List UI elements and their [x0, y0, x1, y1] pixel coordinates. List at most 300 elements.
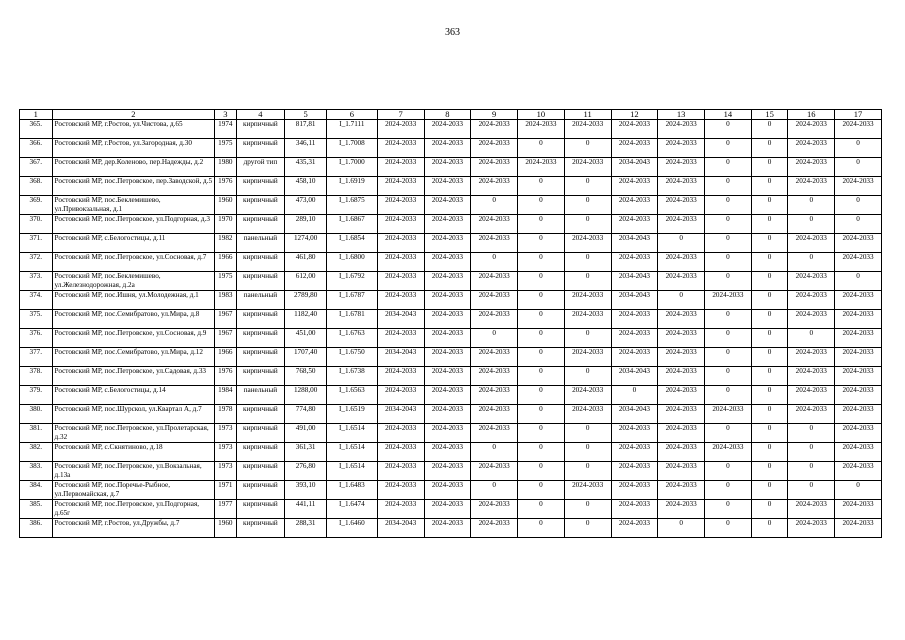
table-cell: 0 — [658, 291, 705, 310]
table-cell: 2024-2033 — [424, 120, 471, 139]
table-row — [20, 139, 882, 158]
table-cell: I_1.6787 — [326, 291, 377, 310]
table-cell: 2024-2033 — [658, 253, 705, 272]
table-row — [20, 519, 882, 538]
table-row — [20, 443, 882, 462]
table-cell: 0 — [705, 272, 752, 291]
table-cell: 2024-2033 — [471, 405, 518, 424]
table-cell: 0 — [835, 215, 882, 234]
table-cell: 2024-2033 — [424, 462, 471, 481]
table-cell: 2024-2033 — [424, 329, 471, 348]
table-cell: 2024-2033 — [564, 291, 611, 310]
table-cell: 2034-2043 — [377, 348, 424, 367]
table-cell: 0 — [751, 386, 788, 405]
table-cell: кирпичный — [236, 348, 285, 367]
column-header: 12 — [611, 110, 658, 120]
table-cell: 0 — [564, 139, 611, 158]
table-cell: 1975 — [215, 272, 236, 291]
table-cell: 817,81 — [285, 120, 327, 139]
table-cell: 2024-2033 — [835, 500, 882, 519]
table-cell: 386. — [20, 519, 53, 538]
table-cell: 0 — [564, 443, 611, 462]
table-cell: 0 — [751, 500, 788, 519]
table-cell: 0 — [658, 234, 705, 253]
table-cell: 0 — [835, 139, 882, 158]
table-cell: 2024-2033 — [564, 481, 611, 500]
table-cell: кирпичный — [236, 500, 285, 519]
table-cell: 0 — [751, 196, 788, 215]
table-cell: I_1.6750 — [326, 348, 377, 367]
table-cell: 0 — [518, 272, 565, 291]
table-cell: 2024-2033 — [658, 310, 705, 329]
table-cell: 0 — [471, 481, 518, 500]
table-cell: 346,11 — [285, 139, 327, 158]
table-cell: 0 — [518, 424, 565, 443]
table-cell: 2024-2033 — [611, 329, 658, 348]
table-cell: 2024-2033 — [471, 386, 518, 405]
table-body — [20, 120, 882, 538]
table-cell: 2024-2033 — [658, 272, 705, 291]
table-row — [20, 367, 882, 386]
table-cell: 2024-2033 — [424, 405, 471, 424]
table-cell: 0 — [705, 386, 752, 405]
table-cell: 2034-2043 — [377, 310, 424, 329]
table-cell: 0 — [518, 386, 565, 405]
table-cell: 2024-2033 — [377, 234, 424, 253]
table-cell: 2024-2033 — [377, 215, 424, 234]
table-cell: 2024-2033 — [788, 405, 835, 424]
table-cell: 0 — [705, 196, 752, 215]
table-cell: 2024-2033 — [377, 139, 424, 158]
table-cell: 2024-2033 — [424, 348, 471, 367]
table-cell: 2024-2033 — [788, 310, 835, 329]
table-cell: 1288,00 — [285, 386, 327, 405]
table-cell: 0 — [788, 329, 835, 348]
table-cell: 380. — [20, 405, 53, 424]
table-cell: 1978 — [215, 405, 236, 424]
table-cell: 374. — [20, 291, 53, 310]
table-cell: 368. — [20, 177, 53, 196]
table-cell: 0 — [518, 310, 565, 329]
table-cell: 441,11 — [285, 500, 327, 519]
table-cell: кирпичный — [236, 253, 285, 272]
column-header: 13 — [658, 110, 705, 120]
table-cell: 774,80 — [285, 405, 327, 424]
table-cell: 1976 — [215, 177, 236, 196]
table-cell: 0 — [471, 196, 518, 215]
table-cell: 371. — [20, 234, 53, 253]
table-row — [20, 329, 882, 348]
table-cell: 0 — [751, 272, 788, 291]
table-cell: 0 — [751, 481, 788, 500]
table-cell: 0 — [564, 329, 611, 348]
address-cell: Ростовский МР, пос.Петровское, ул.Вокзальная, д.13а — [52, 462, 215, 481]
table-row — [20, 291, 882, 310]
table-cell: 1975 — [215, 139, 236, 158]
table-cell: 2024-2033 — [788, 158, 835, 177]
table-cell: 0 — [705, 120, 752, 139]
table-cell: 0 — [471, 443, 518, 462]
table-cell: 2024-2033 — [788, 139, 835, 158]
table-cell: 0 — [751, 253, 788, 272]
table-cell: 2024-2033 — [611, 519, 658, 538]
table-cell: I_1.6854 — [326, 234, 377, 253]
table-cell: 435,31 — [285, 158, 327, 177]
table-cell: 1967 — [215, 329, 236, 348]
table-cell: 2024-2033 — [835, 120, 882, 139]
table-cell: 0 — [518, 405, 565, 424]
table-cell: I_1.6563 — [326, 386, 377, 405]
table-cell: 0 — [705, 329, 752, 348]
table-cell: 2024-2033 — [424, 386, 471, 405]
table-cell: 382. — [20, 443, 53, 462]
table-cell: панельный — [236, 291, 285, 310]
table-cell: I_1.7008 — [326, 139, 377, 158]
table-cell: 2024-2033 — [377, 253, 424, 272]
table-cell: 2024-2033 — [658, 348, 705, 367]
table-cell: 367. — [20, 158, 53, 177]
column-header: 5 — [285, 110, 327, 120]
table-cell: 2024-2033 — [471, 500, 518, 519]
table-cell: 0 — [471, 329, 518, 348]
table-cell: 0 — [518, 196, 565, 215]
table-cell: 2024-2033 — [471, 272, 518, 291]
table-cell: 2024-2033 — [658, 196, 705, 215]
table-cell: 2024-2033 — [611, 139, 658, 158]
table-cell: 2024-2033 — [788, 291, 835, 310]
table-cell: 0 — [564, 519, 611, 538]
table-cell: кирпичный — [236, 272, 285, 291]
table-row — [20, 234, 882, 253]
column-header: 4 — [236, 110, 285, 120]
table-cell: 2024-2033 — [424, 424, 471, 443]
table-cell: 0 — [611, 386, 658, 405]
table-cell: 2024-2033 — [471, 348, 518, 367]
table-cell: 1182,40 — [285, 310, 327, 329]
table-cell: 2024-2033 — [835, 367, 882, 386]
table-cell: 0 — [518, 177, 565, 196]
table-cell: 2024-2033 — [658, 367, 705, 386]
table-cell: 366. — [20, 139, 53, 158]
table-cell: 2024-2033 — [788, 120, 835, 139]
table-cell: 2024-2033 — [835, 177, 882, 196]
table-cell: 2024-2033 — [611, 348, 658, 367]
table-cell: 0 — [564, 500, 611, 519]
table-cell: 376. — [20, 329, 53, 348]
table-cell: I_1.6514 — [326, 424, 377, 443]
table-cell: I_1.6763 — [326, 329, 377, 348]
table-cell: 2024-2033 — [471, 367, 518, 386]
table-cell: I_1.7000 — [326, 158, 377, 177]
table-cell: 2024-2033 — [377, 329, 424, 348]
table-cell: 2024-2033 — [611, 481, 658, 500]
table-cell: 2024-2033 — [658, 462, 705, 481]
table-cell: 0 — [564, 215, 611, 234]
table-cell: 2024-2033 — [377, 196, 424, 215]
table-cell: 0 — [835, 481, 882, 500]
address-cell: Ростовский МР, пос.Шурскол, ул.Квартал А, д.7 — [52, 405, 215, 424]
table-cell: 2024-2033 — [377, 424, 424, 443]
table-cell: 2024-2033 — [611, 443, 658, 462]
table-cell: панельный — [236, 234, 285, 253]
table-cell: 2024-2033 — [835, 424, 882, 443]
table-cell: 375. — [20, 310, 53, 329]
table-cell: I_1.6781 — [326, 310, 377, 329]
table-row — [20, 196, 882, 215]
table-row — [20, 424, 882, 443]
table-cell: кирпичный — [236, 215, 285, 234]
table-cell: 2024-2033 — [471, 291, 518, 310]
table-cell: 0 — [751, 177, 788, 196]
address-cell: Ростовский МР, пос.Петровское, ул.Подгорная, д.65г — [52, 500, 215, 519]
table-cell: 276,80 — [285, 462, 327, 481]
table-row — [20, 158, 882, 177]
table-cell: 1970 — [215, 215, 236, 234]
address-cell: Ростовский МР, пос.Поречье-Рыбное, ул.Первомайская, д.7 — [52, 481, 215, 500]
address-cell: Ростовский МР, с.Скнятиново, д.18 — [52, 443, 215, 462]
table-cell: 0 — [705, 462, 752, 481]
table-cell: 0 — [518, 215, 565, 234]
table-cell: 2024-2033 — [377, 158, 424, 177]
address-cell: Ростовский МР, пос.Ишня, ул.Молодежная, д.1 — [52, 291, 215, 310]
table-cell: 372. — [20, 253, 53, 272]
table-cell: 2024-2033 — [471, 139, 518, 158]
table-cell: 1974 — [215, 120, 236, 139]
table-cell: 0 — [751, 329, 788, 348]
table-cell: 2034-2043 — [611, 291, 658, 310]
table-cell: 461,80 — [285, 253, 327, 272]
table-cell: 2024-2033 — [658, 424, 705, 443]
table-cell: 0 — [788, 481, 835, 500]
table-cell: 0 — [751, 139, 788, 158]
table-cell: 451,00 — [285, 329, 327, 348]
table-cell: 491,00 — [285, 424, 327, 443]
table-cell: 2024-2033 — [788, 234, 835, 253]
table-cell: 0 — [751, 348, 788, 367]
table-cell: 2024-2033 — [377, 272, 424, 291]
table-cell: 1976 — [215, 367, 236, 386]
table-cell: 0 — [518, 234, 565, 253]
table-cell: 473,00 — [285, 196, 327, 215]
table-cell: 2024-2033 — [788, 177, 835, 196]
table-cell: 2024-2033 — [658, 386, 705, 405]
table-cell: 1973 — [215, 462, 236, 481]
table-cell: 2024-2033 — [611, 253, 658, 272]
address-cell: Ростовский МР, с.Белогостицы, д.11 — [52, 234, 215, 253]
table-cell: 2024-2033 — [835, 386, 882, 405]
table-cell: 2024-2033 — [658, 158, 705, 177]
table-cell: 0 — [705, 424, 752, 443]
table-cell: 0 — [705, 139, 752, 158]
table-cell: 2024-2033 — [658, 329, 705, 348]
table-cell: 2024-2033 — [377, 367, 424, 386]
column-header: 9 — [471, 110, 518, 120]
column-header: 1 — [20, 110, 53, 120]
table-row — [20, 462, 882, 481]
table-cell: 2024-2033 — [658, 500, 705, 519]
table-cell: 0 — [751, 120, 788, 139]
table-cell: 2024-2033 — [424, 139, 471, 158]
table-cell: 0 — [518, 253, 565, 272]
table-cell: I_1.6792 — [326, 272, 377, 291]
table-row — [20, 120, 882, 139]
table-cell: 0 — [471, 253, 518, 272]
address-cell: Ростовский МР, пос.Беклемишево, ул.Привокзальная, д.1 — [52, 196, 215, 215]
table-cell: 0 — [751, 215, 788, 234]
table-cell: 0 — [518, 367, 565, 386]
table-cell: 2024-2033 — [564, 158, 611, 177]
table-cell: 2034-2043 — [611, 405, 658, 424]
table-cell: I_1.6867 — [326, 215, 377, 234]
table-cell: 2024-2033 — [377, 291, 424, 310]
table-cell: 0 — [518, 348, 565, 367]
table-cell: 2024-2033 — [424, 215, 471, 234]
table-row — [20, 405, 882, 424]
address-cell: Ростовский МР, г.Ростов, ул.Чистова, д.65 — [52, 120, 215, 139]
table-cell: 0 — [705, 367, 752, 386]
table-cell: 0 — [564, 253, 611, 272]
table-cell: 2024-2033 — [658, 120, 705, 139]
table-cell: 2024-2033 — [835, 405, 882, 424]
table-cell: 2024-2033 — [788, 272, 835, 291]
table-cell: 2024-2033 — [424, 443, 471, 462]
table-cell: 2024-2033 — [518, 120, 565, 139]
table-cell: кирпичный — [236, 310, 285, 329]
table-cell: 0 — [705, 215, 752, 234]
table-cell: 383. — [20, 462, 53, 481]
table-cell: I_1.6460 — [326, 519, 377, 538]
table-cell: 384. — [20, 481, 53, 500]
table-cell: 2024-2033 — [377, 386, 424, 405]
table-cell: 2024-2033 — [611, 462, 658, 481]
table-cell: 2024-2033 — [564, 348, 611, 367]
address-cell: Ростовский МР, пос.Петровское, ул.Сосновая, д.9 — [52, 329, 215, 348]
table-cell: 0 — [751, 310, 788, 329]
table-cell: 2024-2033 — [377, 481, 424, 500]
table-cell: 373. — [20, 272, 53, 291]
table-cell: 0 — [788, 462, 835, 481]
table-cell: 612,00 — [285, 272, 327, 291]
table-cell: 2024-2033 — [424, 177, 471, 196]
table-cell: 379. — [20, 386, 53, 405]
column-header: 11 — [564, 110, 611, 120]
table-cell: 1966 — [215, 348, 236, 367]
table-cell: кирпичный — [236, 139, 285, 158]
table-cell: 2024-2033 — [424, 500, 471, 519]
table-cell: 2024-2033 — [424, 367, 471, 386]
table-cell: 0 — [705, 481, 752, 500]
table-cell: 2024-2033 — [611, 424, 658, 443]
table-row — [20, 481, 882, 500]
header-row — [20, 110, 882, 120]
table-cell: 0 — [835, 272, 882, 291]
table-cell: кирпичный — [236, 405, 285, 424]
table-cell: 2024-2033 — [377, 500, 424, 519]
table-cell: 1973 — [215, 443, 236, 462]
table-cell: 0 — [518, 462, 565, 481]
table-cell: 2024-2033 — [564, 386, 611, 405]
table-cell: 2789,80 — [285, 291, 327, 310]
table-cell: 2024-2033 — [518, 158, 565, 177]
address-cell: Ростовский МР, пос.Петровское, ул.Садовая, д.33 — [52, 367, 215, 386]
table-cell: 0 — [751, 462, 788, 481]
table-cell: 0 — [518, 481, 565, 500]
table-cell: 2034-2043 — [611, 272, 658, 291]
table-cell: 0 — [751, 424, 788, 443]
table-row — [20, 215, 882, 234]
address-cell: Ростовский МР, пос.Семибратово, ул.Мира, д.8 — [52, 310, 215, 329]
table-cell: 2024-2033 — [424, 291, 471, 310]
table-row — [20, 310, 882, 329]
column-header: 6 — [326, 110, 377, 120]
table-cell: I_1.6514 — [326, 462, 377, 481]
table-cell: 0 — [788, 196, 835, 215]
table-cell: 2024-2033 — [788, 519, 835, 538]
table-cell: 2024-2033 — [705, 405, 752, 424]
table-cell: 0 — [518, 500, 565, 519]
column-header: 17 — [835, 110, 882, 120]
table-header — [20, 110, 882, 120]
table-cell: 2024-2033 — [471, 177, 518, 196]
table-cell: 2024-2033 — [611, 500, 658, 519]
table-cell: 0 — [751, 291, 788, 310]
table-cell: 0 — [835, 196, 882, 215]
table-cell: I_1.6875 — [326, 196, 377, 215]
table-cell: I_1.7111 — [326, 120, 377, 139]
column-header: 8 — [424, 110, 471, 120]
table-cell: 0 — [835, 158, 882, 177]
column-header: 16 — [788, 110, 835, 120]
table-cell: 0 — [705, 348, 752, 367]
table-cell: 381. — [20, 424, 53, 443]
table-cell: 2024-2033 — [564, 234, 611, 253]
table-cell: 2024-2033 — [611, 310, 658, 329]
table-cell: 288,31 — [285, 519, 327, 538]
table-cell: 2024-2033 — [788, 367, 835, 386]
table-cell: 1982 — [215, 234, 236, 253]
table-cell: 2024-2033 — [835, 348, 882, 367]
table-cell: 2024-2033 — [835, 519, 882, 538]
table-cell: 0 — [564, 424, 611, 443]
table-cell: 2024-2033 — [471, 310, 518, 329]
table-cell: 0 — [705, 253, 752, 272]
table-cell: 0 — [751, 234, 788, 253]
table-cell: 2024-2033 — [835, 310, 882, 329]
table-cell: 2024-2033 — [658, 481, 705, 500]
table-cell: 2024-2033 — [658, 215, 705, 234]
table-cell: 2024-2033 — [705, 443, 752, 462]
table-cell: 2034-2043 — [611, 158, 658, 177]
table-row — [20, 253, 882, 272]
address-cell: Ростовский МР, дер.Коленово, пер.Надежды, д.2 — [52, 158, 215, 177]
address-cell: Ростовский МР, г.Ростов, ул.Загородная, д.30 — [52, 139, 215, 158]
table-cell: 289,10 — [285, 215, 327, 234]
table-cell: 0 — [564, 177, 611, 196]
table-cell: I_1.6483 — [326, 481, 377, 500]
table-cell: 378. — [20, 367, 53, 386]
table-cell: I_1.6738 — [326, 367, 377, 386]
table-cell: 2034-2043 — [611, 367, 658, 386]
table-cell: 0 — [751, 405, 788, 424]
table-cell: 2024-2033 — [471, 234, 518, 253]
table-cell: 2024-2033 — [564, 405, 611, 424]
table-cell: 1274,00 — [285, 234, 327, 253]
table-cell: I_1.6919 — [326, 177, 377, 196]
column-header: 7 — [377, 110, 424, 120]
address-cell: Ростовский МР, с.Белогостицы, д.14 — [52, 386, 215, 405]
address-cell: Ростовский МР, пос.Петровское, пер.Заводской, д.5 — [52, 177, 215, 196]
table-cell: 2024-2033 — [424, 196, 471, 215]
